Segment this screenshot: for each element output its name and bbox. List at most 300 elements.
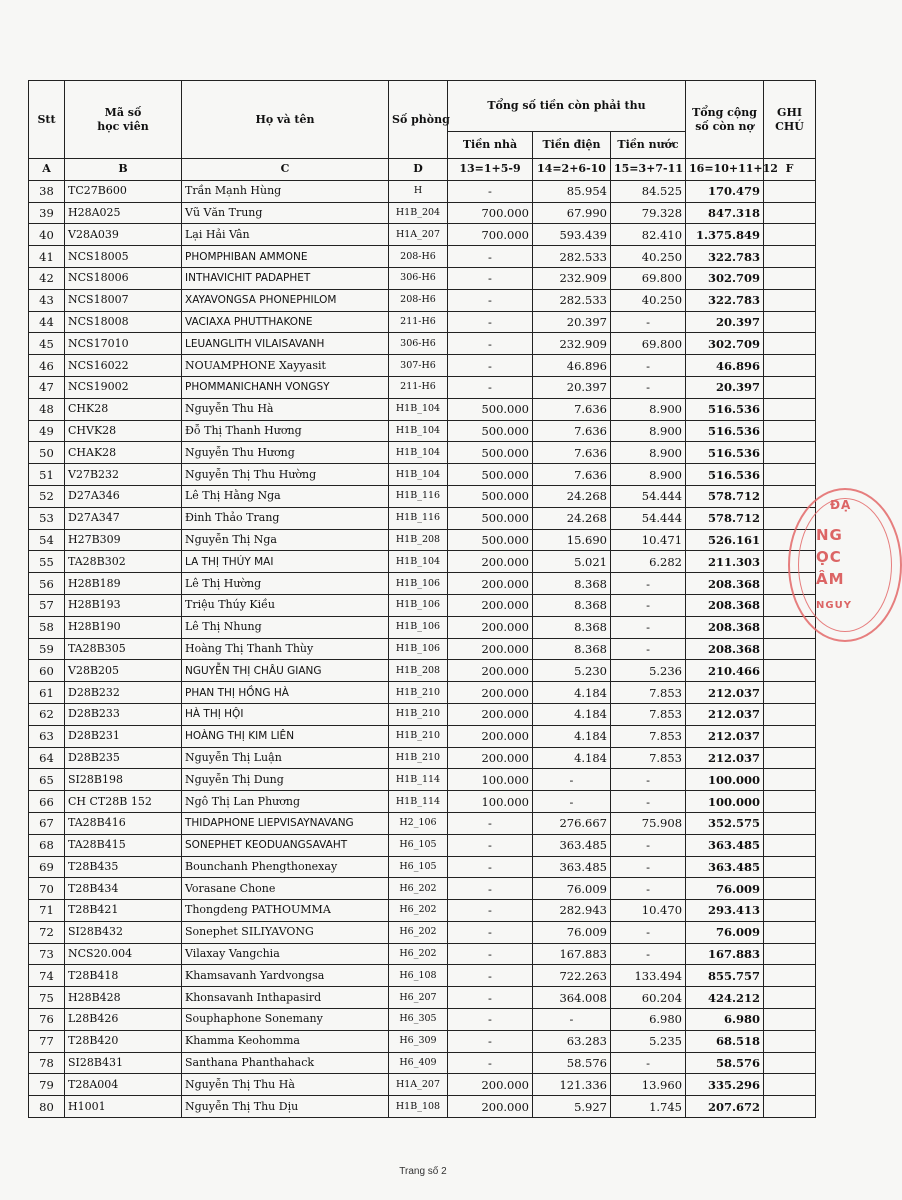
water-fee: - [611,878,686,900]
table-row [29,224,816,246]
room-number: H1B_208 [389,660,448,682]
water-fee: 7.853 [611,747,686,769]
row-number: 44 [29,311,65,333]
student-code: T28B421 [65,900,182,922]
room-number: H1B_210 [389,682,448,704]
header-student-code [65,81,182,159]
full-name: Nguyễn Thị Thu Hà [182,1074,389,1096]
water-fee: 60.204 [611,987,686,1009]
total-debt: 1.375.849 [686,224,764,246]
row-number: 57 [29,594,65,616]
table-row [29,202,816,224]
room-number: H6_309 [389,1030,448,1052]
water-fee: 6.980 [611,1009,686,1031]
header-student-code-label: Mã số học viên [97,105,149,133]
note [764,202,816,224]
electric-fee: 4.184 [533,682,611,704]
water-fee: - [611,856,686,878]
electric-fee: 46.896 [533,355,611,377]
electric-fee: 4.184 [533,747,611,769]
total-debt: 363.485 [686,856,764,878]
student-code: CH CT28B 152 [65,791,182,813]
water-fee: 6.282 [611,551,686,573]
electric-fee: 4.184 [533,703,611,725]
row-number: 56 [29,573,65,595]
note [764,1030,816,1052]
table-row [29,616,816,638]
row-number: 78 [29,1052,65,1074]
note [764,703,816,725]
full-name: Đỗ Thị Thanh Hương [182,420,389,442]
house-fee: 200.000 [448,551,533,573]
water-fee: - [611,616,686,638]
row-number: 60 [29,660,65,682]
table-header [29,81,816,159]
table-row [29,311,816,333]
total-debt: 211.303 [686,551,764,573]
table-row [29,987,816,1009]
water-fee: - [611,791,686,813]
total-debt: 212.037 [686,747,764,769]
row-number: 80 [29,1096,65,1118]
full-name: XAYAVONGSA PHONEPHILOM [182,289,389,311]
table-row [29,507,816,529]
column-letter: A [29,159,65,181]
electric-fee: 24.268 [533,507,611,529]
row-number: 76 [29,1009,65,1031]
room-number: H6_105 [389,856,448,878]
water-fee: 5.235 [611,1030,686,1052]
row-number: 75 [29,987,65,1009]
student-code: TA28B416 [65,812,182,834]
note [764,224,816,246]
total-debt: 208.368 [686,638,764,660]
full-name: INTHAVICHIT PADAPHET [182,267,389,289]
student-code: H28B189 [65,573,182,595]
table-row [29,943,816,965]
table-row [29,594,816,616]
note [764,485,816,507]
room-number: 211-H6 [389,376,448,398]
column-letter: F [764,159,816,181]
full-name: Lê Thị Nhung [182,616,389,638]
total-debt: 516.536 [686,398,764,420]
total-debt: 322.783 [686,289,764,311]
water-fee: 8.900 [611,464,686,486]
water-fee: 75.908 [611,812,686,834]
full-name: Lê Thị Hằng Nga [182,485,389,507]
seal-text: NG [816,526,843,544]
note [764,747,816,769]
row-number: 45 [29,333,65,355]
table-row [29,267,816,289]
room-number: 208-H6 [389,289,448,311]
header-house-fee: Tiền nhà [448,132,533,159]
electric-fee: 58.576 [533,1052,611,1074]
note [764,812,816,834]
full-name: Nguyễn Thị Nga [182,529,389,551]
row-number: 48 [29,398,65,420]
full-name: HÀ THỊ HỘI [182,703,389,725]
row-number: 46 [29,355,65,377]
table-row [29,1096,816,1118]
row-number: 58 [29,616,65,638]
room-number: H6_202 [389,943,448,965]
house-fee: - [448,965,533,987]
total-debt: 212.037 [686,725,764,747]
full-name: VACIAXA PHUTTHAKONE [182,311,389,333]
row-number: 69 [29,856,65,878]
table-row [29,376,816,398]
electric-fee: - [533,769,611,791]
note [764,638,816,660]
table-body [29,159,816,1118]
student-code: T28B434 [65,878,182,900]
student-code: H28A025 [65,202,182,224]
house-fee: 200.000 [448,703,533,725]
row-number: 51 [29,464,65,486]
water-fee: - [611,943,686,965]
student-code: TC27B600 [65,180,182,202]
full-name: LEUANGLITH VILAISAVANH [182,333,389,355]
note [764,1052,816,1074]
row-number: 54 [29,529,65,551]
row-number: 47 [29,376,65,398]
note [764,725,816,747]
electric-fee: 167.883 [533,943,611,965]
total-debt: 20.397 [686,311,764,333]
student-code: V27B232 [65,464,182,486]
room-number: H1B_106 [389,616,448,638]
total-debt: 208.368 [686,594,764,616]
student-code: T28B435 [65,856,182,878]
full-name: Santhana Phanthahack [182,1052,389,1074]
note [764,464,816,486]
electric-fee: 15.690 [533,529,611,551]
note [764,791,816,813]
full-name: SONEPHET KEODUANGSAVAHT [182,834,389,856]
row-number: 43 [29,289,65,311]
house-fee: 500.000 [448,420,533,442]
table-row [29,420,816,442]
water-fee: - [611,834,686,856]
row-number: 73 [29,943,65,965]
water-fee: 69.800 [611,333,686,355]
house-fee: 200.000 [448,660,533,682]
room-number: H1B_210 [389,703,448,725]
electric-fee: 85.954 [533,180,611,202]
header-stt: Stt [29,81,65,159]
electric-fee: 63.283 [533,1030,611,1052]
table-row [29,1052,816,1074]
house-fee: 200.000 [448,1074,533,1096]
electric-fee: 7.636 [533,420,611,442]
row-number: 53 [29,507,65,529]
column-formula: 16=10+11+12 [686,159,764,181]
house-fee: - [448,289,533,311]
house-fee: 200.000 [448,1096,533,1118]
header-water-fee: Tiền nước [611,132,686,159]
house-fee: 100.000 [448,791,533,813]
student-code: TA28B415 [65,834,182,856]
column-formula: 15=3+7-11 [611,159,686,181]
full-name: NOUAMPHONE Xayyasit [182,355,389,377]
total-debt: 578.712 [686,507,764,529]
room-number: H1B_114 [389,791,448,813]
full-name: Nguyễn Thị Thu Hường [182,464,389,486]
water-fee: - [611,1052,686,1074]
row-number: 49 [29,420,65,442]
house-fee: - [448,1009,533,1031]
electric-fee: 67.990 [533,202,611,224]
house-fee: - [448,333,533,355]
house-fee: 200.000 [448,747,533,769]
room-number: H1B_106 [389,594,448,616]
room-number: H1B_104 [389,551,448,573]
total-debt: 302.709 [686,267,764,289]
water-fee: 13.960 [611,1074,686,1096]
note [764,878,816,900]
water-fee: 69.800 [611,267,686,289]
note [764,682,816,704]
student-code: CHVK28 [65,420,182,442]
full-name: Khamma Keohomma [182,1030,389,1052]
table-row [29,834,816,856]
electric-fee: 276.667 [533,812,611,834]
table-row [29,812,816,834]
total-debt: 46.896 [686,355,764,377]
water-fee: 54.444 [611,485,686,507]
row-number: 59 [29,638,65,660]
room-number: H1B_210 [389,725,448,747]
row-number: 74 [29,965,65,987]
water-fee: 79.328 [611,202,686,224]
total-debt: 363.485 [686,834,764,856]
electric-fee: 722.263 [533,965,611,987]
house-fee: - [448,921,533,943]
table-row [29,442,816,464]
full-name: Nguyễn Thị Luận [182,747,389,769]
full-name: Vorasane Chone [182,878,389,900]
full-name: Đinh Thảo Trang [182,507,389,529]
house-fee: 500.000 [448,398,533,420]
electric-fee: 24.268 [533,485,611,507]
total-debt: 100.000 [686,769,764,791]
column-letter-row [29,159,816,181]
full-name: Triệu Thúy Kiều [182,594,389,616]
row-number: 38 [29,180,65,202]
room-number: H6_409 [389,1052,448,1074]
electric-fee: 121.336 [533,1074,611,1096]
total-debt: 424.212 [686,987,764,1009]
table-row [29,747,816,769]
full-name: THIDAPHONE LIEPVISAYNAVANG [182,812,389,834]
note [764,267,816,289]
house-fee: - [448,812,533,834]
note [764,1009,816,1031]
room-number: H1B_106 [389,573,448,595]
student-code: D27A347 [65,507,182,529]
water-fee: - [611,769,686,791]
electric-fee: 8.368 [533,594,611,616]
room-number: H2_106 [389,812,448,834]
student-code: NCS18006 [65,267,182,289]
row-number: 66 [29,791,65,813]
house-fee: 200.000 [448,725,533,747]
table-row [29,725,816,747]
total-debt: 76.009 [686,921,764,943]
seal-text: ĐẠ [830,498,852,512]
student-code: H28B193 [65,594,182,616]
student-code: D28B235 [65,747,182,769]
student-code: H1001 [65,1096,182,1118]
electric-fee: 4.184 [533,725,611,747]
electric-fee: - [533,1009,611,1031]
column-formula: 14=2+6-10 [533,159,611,181]
note [764,834,816,856]
total-debt: 322.783 [686,246,764,268]
student-code: NCS18007 [65,289,182,311]
table-row [29,856,816,878]
full-name: Souphaphone Sonemany [182,1009,389,1031]
full-name: Lại Hải Vân [182,224,389,246]
room-number: H1B_204 [389,202,448,224]
total-debt: 578.712 [686,485,764,507]
full-name: Nguyễn Thu Hà [182,398,389,420]
note [764,769,816,791]
water-fee: 84.525 [611,180,686,202]
total-debt: 212.037 [686,682,764,704]
row-number: 68 [29,834,65,856]
note [764,333,816,355]
water-fee: 10.471 [611,529,686,551]
full-name: Ngô Thị Lan Phương [182,791,389,813]
house-fee: - [448,900,533,922]
electric-fee: 232.909 [533,333,611,355]
house-fee: - [448,943,533,965]
row-number: 40 [29,224,65,246]
total-debt: 526.161 [686,529,764,551]
room-number: H1B_104 [389,420,448,442]
table-row [29,703,816,725]
room-number: H1B_114 [389,769,448,791]
water-fee: 82.410 [611,224,686,246]
table-row [29,769,816,791]
water-fee: 8.900 [611,420,686,442]
room-number: H1A_207 [389,224,448,246]
full-name: Khonsavanh Inthapasird [182,987,389,1009]
note [764,921,816,943]
row-number: 65 [29,769,65,791]
total-debt: 68.518 [686,1030,764,1052]
water-fee: - [611,921,686,943]
table-row [29,1009,816,1031]
room-number: H1B_108 [389,1096,448,1118]
seal-text: NGUY [816,600,852,611]
room-number: H [389,180,448,202]
header-note-label: GHI CHÚ [775,105,804,133]
note [764,246,816,268]
student-code: NCS20.004 [65,943,182,965]
full-name: PHOMPHIBAN AMMONE [182,246,389,268]
row-number: 79 [29,1074,65,1096]
table-row [29,573,816,595]
full-name: Nguyễn Thu Hương [182,442,389,464]
column-formula: 13=1+5-9 [448,159,533,181]
electric-fee: 232.909 [533,267,611,289]
house-fee: - [448,267,533,289]
electric-fee: 593.439 [533,224,611,246]
note [764,289,816,311]
table-row [29,464,816,486]
seal-text: ỌC [816,548,842,566]
full-name: Bounchanh Phengthonexay [182,856,389,878]
table-row [29,638,816,660]
water-fee: 40.250 [611,246,686,268]
column-letter: C [182,159,389,181]
total-debt: 212.037 [686,703,764,725]
debt-table [28,80,816,1118]
electric-fee: 8.368 [533,616,611,638]
student-code: NCS17010 [65,333,182,355]
electric-fee: 8.368 [533,638,611,660]
water-fee: - [611,638,686,660]
house-fee: 500.000 [448,507,533,529]
table-row [29,682,816,704]
note [764,376,816,398]
electric-fee: 282.533 [533,246,611,268]
student-code: D27A346 [65,485,182,507]
room-number: 211-H6 [389,311,448,333]
student-code: V28A039 [65,224,182,246]
total-debt: 516.536 [686,420,764,442]
row-number: 55 [29,551,65,573]
note [764,943,816,965]
total-debt: 516.536 [686,464,764,486]
house-fee: - [448,180,533,202]
electric-fee: 76.009 [533,921,611,943]
electric-fee: 364.008 [533,987,611,1009]
water-fee: - [611,594,686,616]
water-fee: 5.236 [611,660,686,682]
table-row [29,180,816,202]
electric-fee: - [533,791,611,813]
electric-fee: 20.397 [533,311,611,333]
student-code: CHAK28 [65,442,182,464]
room-number: H1B_104 [389,398,448,420]
room-number: H6_305 [389,1009,448,1031]
electric-fee: 20.397 [533,376,611,398]
room-number: H1B_104 [389,442,448,464]
room-number: H6_202 [389,878,448,900]
full-name: HOÀNG THỊ KIM LIÊN [182,725,389,747]
house-fee: 200.000 [448,594,533,616]
row-number: 71 [29,900,65,922]
header-total-debt-label: Tổng cộng số còn nợ [692,105,757,133]
student-code: TA28B302 [65,551,182,573]
header-room: Số phòng [389,81,448,159]
column-letter: D [389,159,448,181]
water-fee: 10.470 [611,900,686,922]
total-debt: 100.000 [686,791,764,813]
row-number: 77 [29,1030,65,1052]
room-number: 306-H6 [389,267,448,289]
total-debt: 293.413 [686,900,764,922]
student-code: H27B309 [65,529,182,551]
table-row [29,333,816,355]
house-fee: 700.000 [448,202,533,224]
full-name: Khamsavanh Yardvongsa [182,965,389,987]
